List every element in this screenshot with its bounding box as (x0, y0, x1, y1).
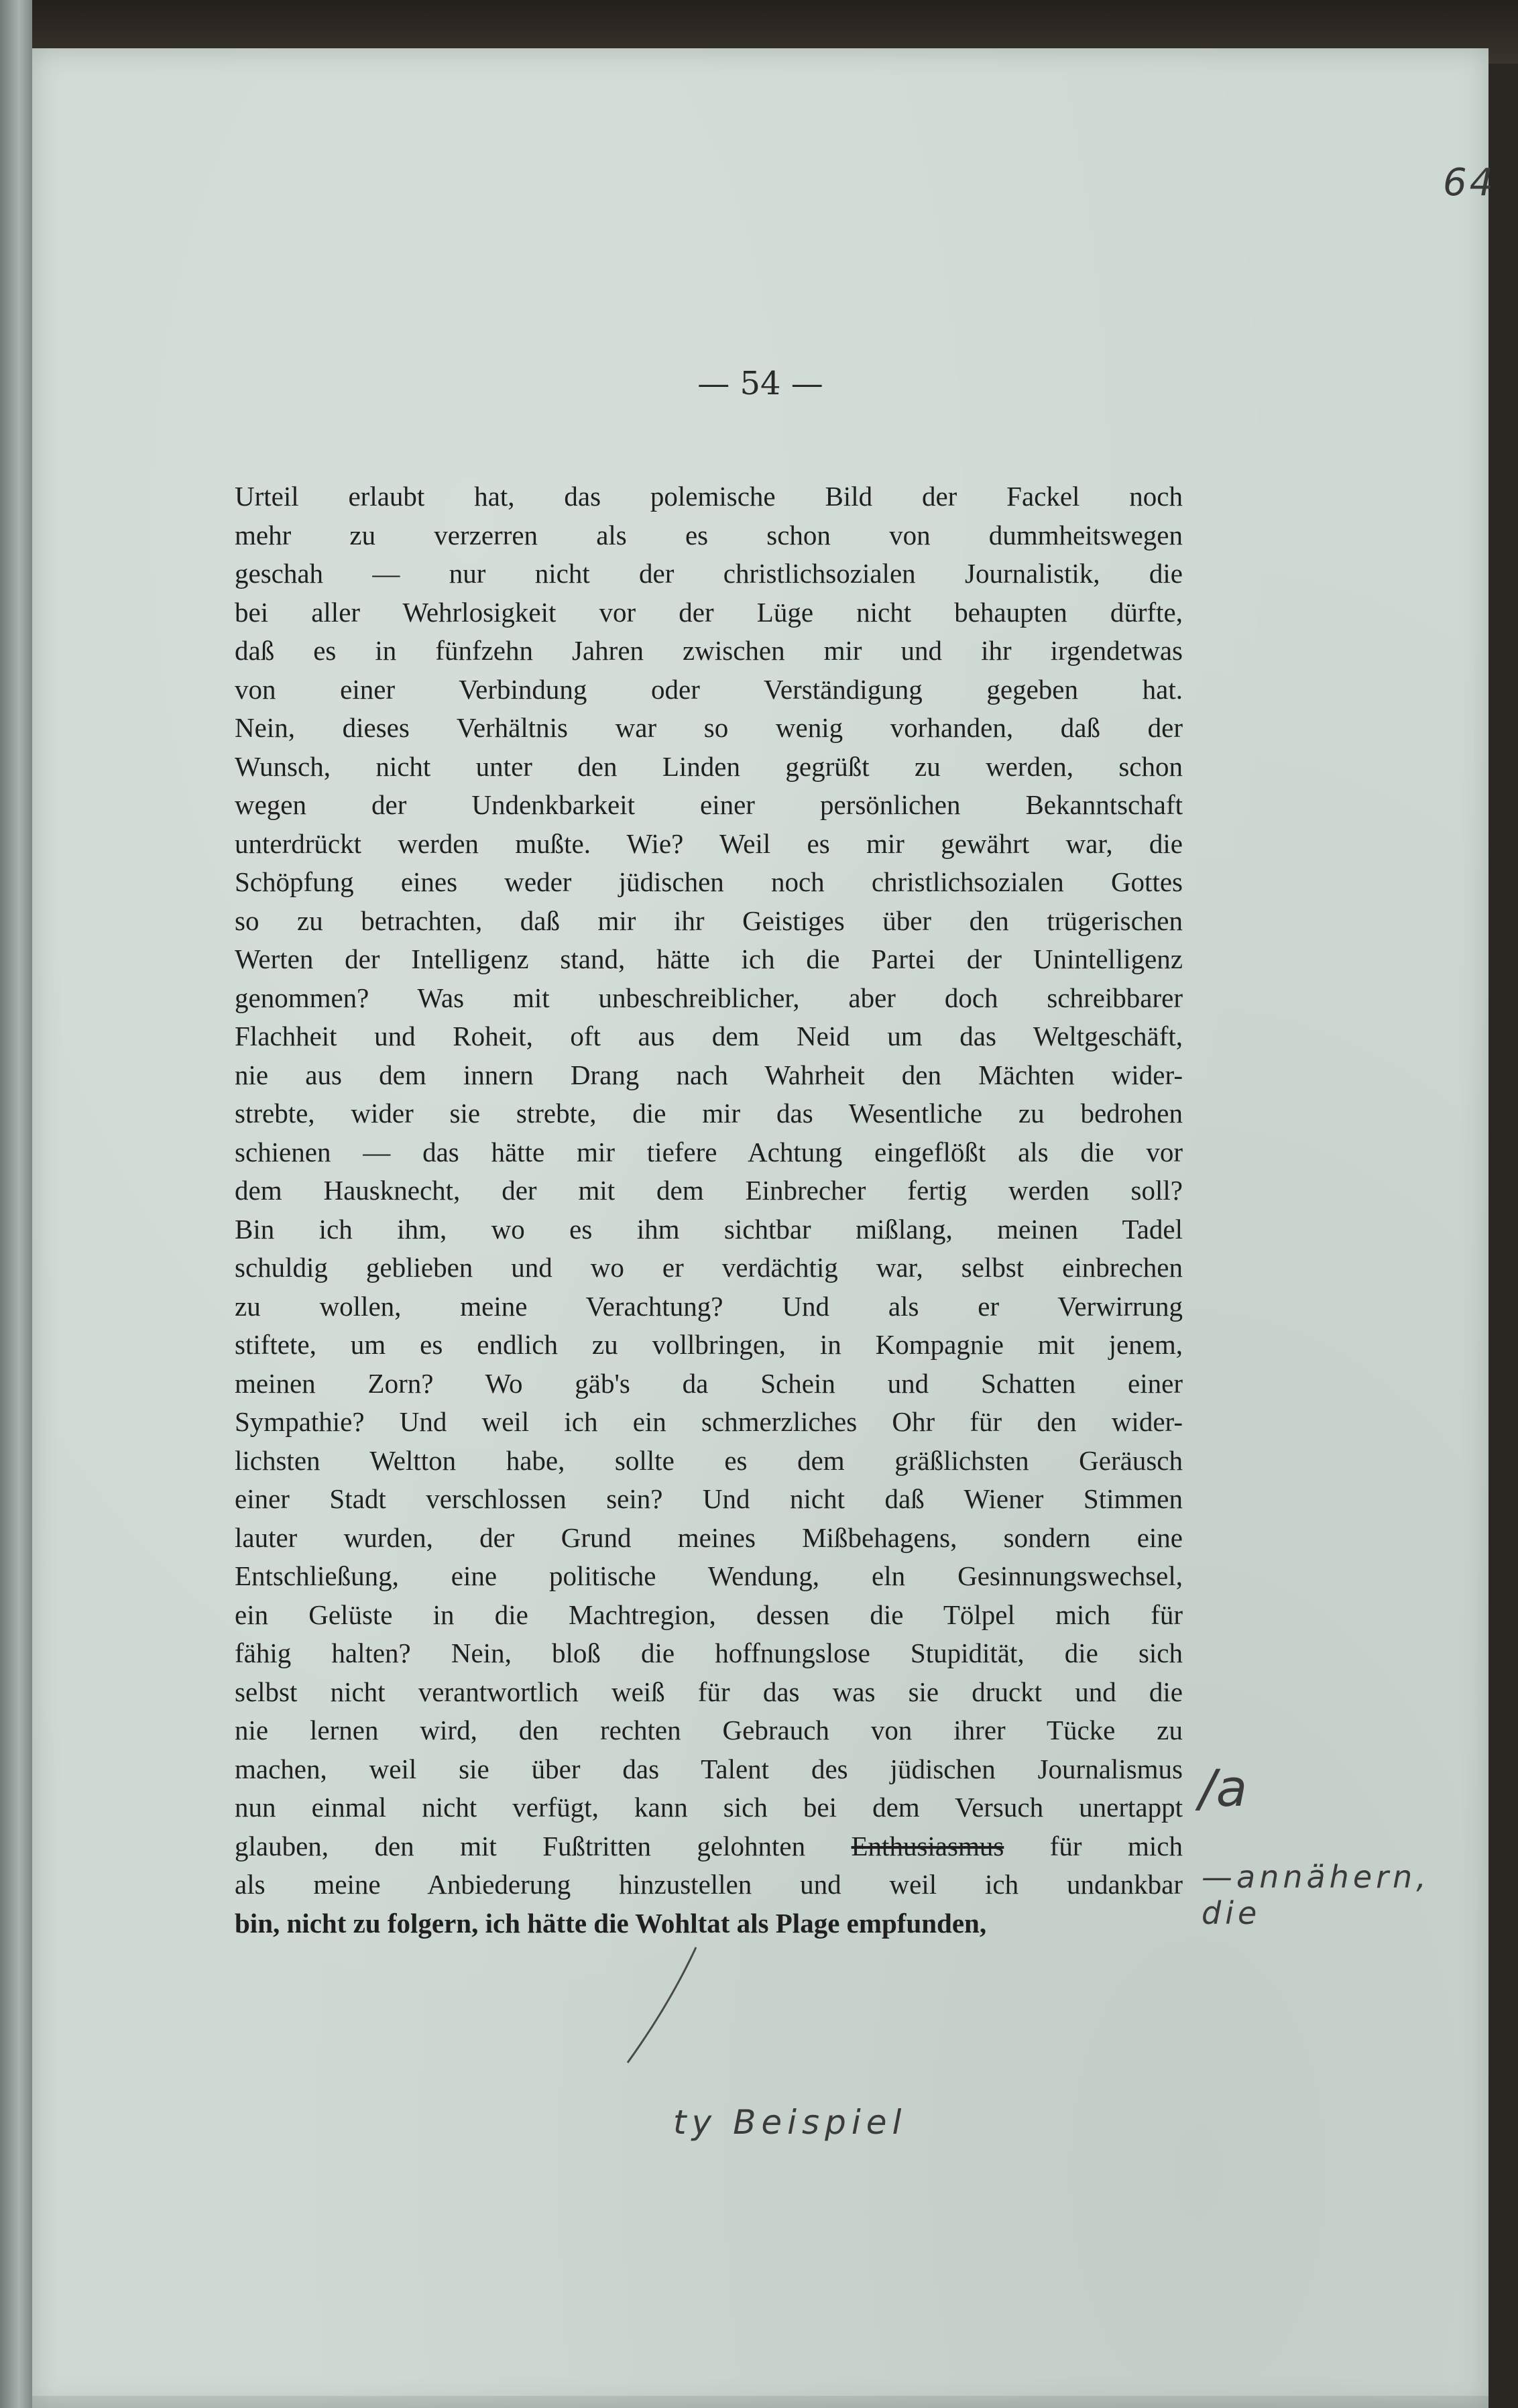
line-text-after: für mich (1004, 1830, 1183, 1861)
text-line: Werten der Intelligenz stand, hätte ich die Partei der Unintelligenz (235, 943, 1183, 974)
handwritten-guide-line (622, 1945, 703, 2065)
text-line: lichsten Weltton habe, sollte es dem gräßlichsten Geräusch (235, 1444, 1183, 1476)
line-text-before: glauben, den mit Fußtritten gelohnten (235, 1830, 852, 1861)
text-line: mehr zu verzerren als es schon von dummheitswegen (235, 519, 1183, 551)
page-number: — 54 — (697, 365, 823, 402)
text-line: so zu betrachten, daß mir ihr Geistiges über den trügerischen (235, 905, 1183, 936)
text-line: geschah — nur nicht der christlichsozialen Journalistik, die (235, 558, 1183, 589)
text-line: ein Gelüste in die Machtregion, dessen die Tölpel mich für (235, 1599, 1183, 1630)
text-line: Schöpfung eines weder jüdischen noch christlichsozialen Gottes (235, 866, 1183, 897)
text-line: bin, nicht zu folgern, ich hätte die Wohltat als Plage empfunden, (235, 1907, 987, 1939)
text-line: bei aller Wehrlosigkeit vor der Lüge nicht behaupten dürfte, (235, 596, 1183, 628)
text-line: nun einmal nicht verfügt, kann sich bei dem Versuch unertappt (235, 1792, 1183, 1823)
text-line: dem Hausknecht, der mit dem Einbrecher fertig werden soll? (235, 1175, 1183, 1206)
text-line: nie aus dem innern Drang nach Wahrheit den Mächten wider- (235, 1059, 1183, 1090)
text-line: zu wollen, meine Verachtung? Und als er Verwirrung (235, 1290, 1183, 1322)
text-line: Urteil erlaubt hat, das polemische Bild der Fackel noch (235, 481, 1183, 512)
text-line: Nein, dieses Verhältnis war so wenig vorhanden, daß der (235, 712, 1183, 743)
text-line: Entschließung, eine politische Wendung, eln Gesinnungswechsel, (235, 1560, 1183, 1591)
text-line: genommen? Was mit unbeschreiblicher, aber doch schreibbarer (235, 982, 1183, 1013)
margin-insertion-note: —annähern, die (1202, 1859, 1430, 1931)
text-line-with-deletion (235, 1827, 1183, 1866)
text-line: unterdrückt werden mußte. Wie? Weil es mir gewährt war, die (235, 827, 1183, 859)
text-line: machen, weil sie über das Talent des jüdischen Journalismus (235, 1753, 1183, 1784)
page-bottom-shadow (32, 2396, 1488, 2408)
text-line: Bin ich ihm, wo es ihm sichtbar mißlang, meinen Tadel (235, 1213, 1183, 1245)
margin-correction-mark: /a (1199, 1758, 1248, 1818)
folio-number: 64 (1443, 161, 1497, 205)
document-page (32, 48, 1497, 2408)
handwritten-bottom-note: ty Beispiel (673, 2103, 907, 2142)
text-line: fähig halten? Nein, bloß die hoffnungslose Stupidität, die sich (235, 1638, 1183, 1668)
text-line: Flachheit und Roheit, oft aus dem Neid um das Weltgeschäft, (235, 1021, 1183, 1051)
text-line: schuldig geblieben und wo er verdächtig war, selbst einbrechen (235, 1252, 1183, 1283)
text-line: Sympathie? Und weil ich ein schmerzliches Ohr für den wider- (235, 1406, 1183, 1437)
text-line: schienen — das hätte mir tiefere Achtung eingeflößt als die vor (235, 1136, 1183, 1167)
text-line: nie lernen wird, den rechten Gebrauch von ihrer Tücke zu (235, 1715, 1183, 1745)
text-line: wegen der Undenkbarkeit einer persönlichen Bekanntschaft (235, 789, 1183, 820)
text-line: einer Stadt verschlossen sein? Und nicht daß Wiener Stimmen (235, 1483, 1183, 1514)
text-line: als meine Anbiederung hinzustellen und weil ich undankbar (235, 1869, 1183, 1900)
text-line: stiftete, um es endlich zu vollbringen, in Kompagnie mit jenem, (235, 1329, 1183, 1360)
text-line: meinen Zorn? Wo gäb's da Schein und Schatten einer (235, 1367, 1183, 1399)
text-line: daß es in fünfzehn Jahren zwischen mir und ihr irgendetwas (235, 635, 1183, 666)
text-line: selbst nicht verantwortlich weiß für das was sie druckt und die (235, 1676, 1183, 1707)
text-line: Wunsch, nicht unter den Linden gegrüßt zu werden, schon (235, 750, 1183, 782)
text-line: strebte, wider sie strebte, die mir das Wesentliche zu bedrohen (235, 1098, 1183, 1129)
binding-edge (0, 0, 32, 2408)
text-line: lauter wurden, der Grund meines Mißbehagens, sondern eine (235, 1522, 1183, 1553)
text-line: von einer Verbindung oder Verständigung gegeben hat. (235, 673, 1183, 705)
body-text (235, 477, 1183, 1943)
struck-word: Enthusiasmus (851, 1830, 1004, 1861)
